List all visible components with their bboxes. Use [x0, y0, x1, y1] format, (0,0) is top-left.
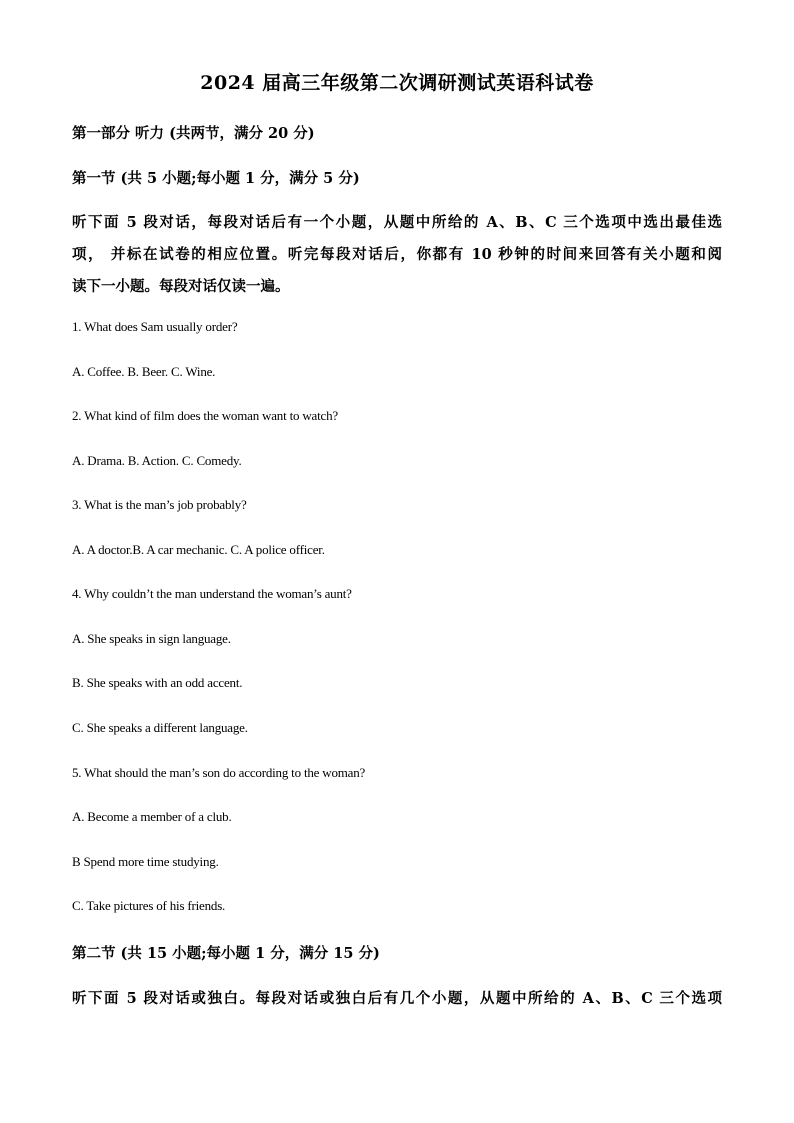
question-2-options: A. Drama. B. Action. C. Comedy.	[72, 453, 242, 468]
question-5-option-c: C. Take pictures of his friends.	[72, 898, 226, 913]
question-4-option-a: A. She speaks in sign language.	[72, 631, 231, 646]
section1-instructions-line-2: 项， 并标在试卷的相应位置。听完每段对话后，你都有 10 秒钟的时间来回答有关小题和阅	[72, 246, 722, 263]
question-4: 4. Why couldn’t the man understand the woman’s aunt?	[72, 586, 352, 601]
part1-heading: 第一部分 听力 (共两节，满分 20 分)	[72, 125, 315, 142]
exam-title: 2024 届高三年级第二次调研测试英语科试卷	[200, 72, 594, 94]
question-4-option-c: C. She speaks a different language.	[72, 720, 248, 735]
question-5: 5. What should the man’s son do according to the woman?	[72, 765, 366, 780]
section2-instructions: 听下面 5 段对话或独白。每段对话或独白后有几个小题，从题中所给的 A、B、C 三个选项	[72, 990, 722, 1007]
question-4-option-b: B. She speaks with an odd accent.	[72, 675, 243, 690]
section1-instructions-line-3: 读下一小题。每段对话仅读一遍。	[72, 278, 290, 295]
section1-heading: 第一节 (共 5 小题;每小题 1 分，满分 5 分)	[72, 170, 360, 187]
question-5-option-a: A. Become a member of a club.	[72, 809, 232, 824]
question-3-options: A. A doctor.B. A car mechanic. C. A police officer.	[72, 542, 325, 557]
section1-instructions-line-1: 听下面 5 段对话，每段对话后有一个小题，从题中所给的 A、B、C 三个选项中选出最佳选	[72, 214, 722, 231]
section2-heading: 第二节 (共 15 小题;每小题 1 分，满分 15 分)	[72, 945, 380, 962]
question-1: 1. What does Sam usually order?	[72, 319, 238, 334]
question-2: 2. What kind of film does the woman want to watch?	[72, 408, 338, 423]
question-3: 3. What is the man’s job probably?	[72, 497, 247, 512]
question-5-option-b: B Spend more time studying.	[72, 854, 219, 869]
question-1-options: A. Coffee. B. Beer. C. Wine.	[72, 364, 216, 379]
